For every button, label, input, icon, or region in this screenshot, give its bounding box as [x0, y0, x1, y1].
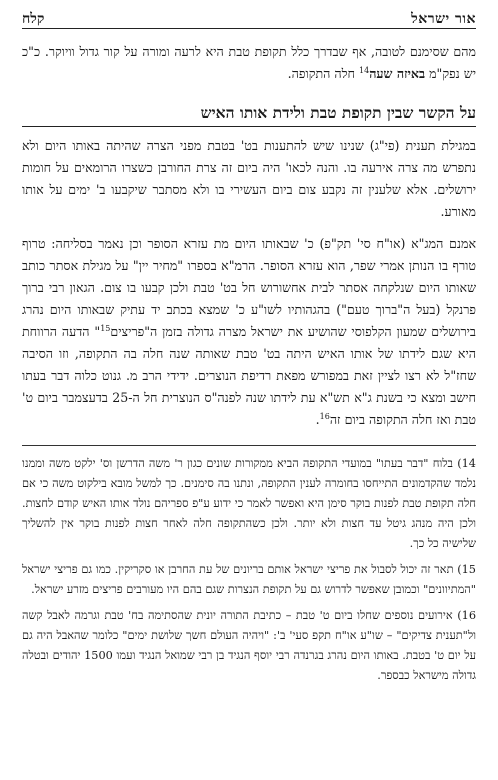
- footnote-16: [22, 606, 476, 686]
- footnotes: [22, 454, 476, 686]
- footnote-14: [22, 454, 476, 554]
- footnote-text: תאר זה יכול לסבול את פריצי ישראל אותם בריונים של עת החרבן או סקריקין. כמו גם פריצי ישראל "המתיוונים" וכמובן שאפשר לדרוש גם על תקופת הנצרות שגם בהם היו מעורבים פריצים מזרע ישראל.: [22, 563, 476, 596]
- page-number: קלח: [22, 11, 45, 27]
- footnote-number: 14): [457, 457, 476, 470]
- running-header: [22, 6, 476, 29]
- intro-text-1: מהם שסימנם לטובה, אף שבדרך כלל תקופת טבת היא לרעה ומורה על קור גדול וויוקר. כ"כ יש נפק"מ: [22, 44, 476, 81]
- intro-bold-text: באיזה שעה: [369, 66, 426, 81]
- intro-text-2: חלה התקופה.: [287, 66, 359, 81]
- section-heading: על הקשר שבין תקופת טבת ולידת אותו האיש: [22, 103, 476, 127]
- footnote-text: בלוח "דבר בעתו" במועדי התקופה הביא ממקורות שונים כגון ר' משה הדרשן וס' ילקט משה וממנו נלמד שהקדמונים התייחסו בחומרה לענין התקופה, ונתנו בה סימנים. כך למשל מובא בילקוט משה כי אם חלה תקופת טבת לפנות בוקר סימן היא ואפשר לאמר כי ידוע ע"פ ספריהם נולד אותו האיש קודם לחצות. ולכן היה מנהג גיטל עד חצות ולא יותר. ולכן כשהתקופה חלה לאחר חצות לפנות בוקר אין להשליך שלישיה כל כך.: [22, 457, 476, 550]
- footnote-ref-14: 14: [359, 65, 370, 75]
- footnote-ref-15: 15: [100, 323, 111, 333]
- footnote-number: 15): [457, 563, 476, 576]
- paragraph-2-text-3: .: [315, 412, 320, 427]
- footnote-ref-16: 16: [319, 411, 330, 421]
- footnote-divider: [22, 445, 476, 446]
- paragraph-2-text-1: אמנם המג"א (או"ח סי' תק"פ) כ' שבאותו היום מת עזרא הסופר וכן נאמר בסליחה: טרוף טורף בו הנותן אמרי שפר, הוא עזרא הסופר. הרמ"א בספרו "מחיר יין" על מגילת אסתר כותב שאותו היום שנלקחה אסתר לבית אחשורוש חל בט' טבת ולכן קבעו בו צום. הגאון רבי ברוך פרנקל (בעל ה"ברוך טעם") בהגהותיו לשו"ע כ' שמצא בכתב יד עתיק שבאותו היום נהרג בירושלים שמעון הקלפוסי שהושיע את ישראל מצרה גדולה בזמן ה"פריצים: [22, 236, 477, 339]
- paragraph-1: במגילת תענית (פי"ג) שנינו שיש להתענות בט' בטבת מפני הצרה שהיתה באותו היום ולא נתפרש מה צרה אירעה בו. והנה לכאו' היה ביום זה צרת החורבן כשצרו הרומאים על חומות ירושלים. אלא שלענין זה נקבע צום ביום העשירי בו ולא מסתבר שיקבעו ב' ימים על אותו מאורע.: [22, 138, 476, 219]
- footnote-15: [22, 560, 476, 600]
- book-title: אור ישראל: [411, 11, 476, 27]
- footnote-number: 16): [457, 609, 477, 622]
- paragraph-2: [22, 233, 476, 431]
- intro-paragraph: [22, 41, 476, 85]
- paragraph-2-text-2: " הדעה הרווחת היא שגם לידתו של אותו האיש היתה בט' טבת שאותה שנה חלה בה התקופה, וזו הסיבה שחז"ל לא רצו לציין זאת במפורש מפאת רדיפת הנוצרים. ידידי הרב מ. גנוט כלוה דבר בעתו חישב ומצא כי בשנת ג"א תש"א עת לידתו שנה לפנה"ס הנוצרית חל ה-25 בדעצמבר ביום ט' טבת ואז חלה התקופה ביום זה: [22, 324, 476, 427]
- footnote-text: אירועים נוספים שחלו ביום ט' טבת – כתיבת התורה יונית שהסתימה בח' טבת וגרמה לאבל קשה ול"תענית צדיקים" – שו"ע או"ח תקפ סעי' ב': "ויהיה העולם חשך שלושת ימים" כלומר שהאבל היה גם על יום ט' בטבת. באותו היום נהרג בגרנדה רבי יוסף הנגיד בן רבי שמואל הנגיד ועמו 1500 יהודים ובטלה גדולה מישראל כבספר.: [22, 609, 476, 682]
